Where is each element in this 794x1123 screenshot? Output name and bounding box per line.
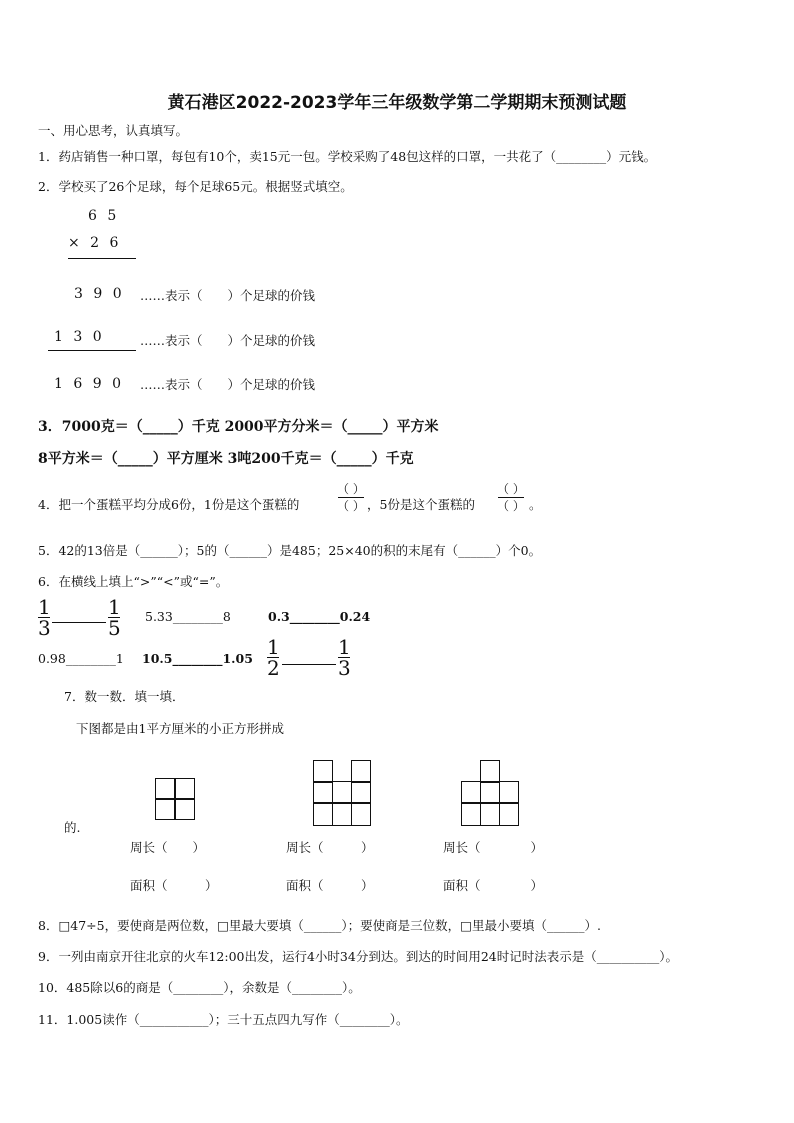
question-2: 2．学校买了26个足球，每个足球65元。根据竖式填空。 xyxy=(38,179,353,194)
area-2: 面积（ ） xyxy=(286,878,374,893)
q6-blank-1 xyxy=(52,622,106,623)
question-7-de: 的. xyxy=(64,820,81,835)
page-title: 黄石港区2022-2023学年三年级数学第二学期期末预测试题 xyxy=(167,93,627,113)
q4-fraction-1 xyxy=(337,482,365,513)
mult-row2: × 2 6 xyxy=(68,235,119,251)
question-10: 10．485除以6的商是（________），余数是（________）。 xyxy=(38,980,361,995)
q6-fraction-3-num: 1 xyxy=(267,635,280,659)
q6-fraction-2-num: 1 xyxy=(108,595,121,619)
question-6: 6．在横线上填上“>”“<”或“=”。 xyxy=(38,574,229,589)
mult-note-2: ……表示（ ）个足球的价钱 xyxy=(140,333,316,348)
mult-partial-1: 3 9 0 xyxy=(74,286,122,302)
mult-partial-2: 1 3 0 xyxy=(54,329,102,345)
q6-fraction-4 xyxy=(338,637,351,678)
q6-fraction-1-num: 1 xyxy=(38,595,51,619)
q6-item-b: 5.33________8 xyxy=(145,609,231,624)
mult-line-1 xyxy=(68,258,136,259)
question-8: 8．□47÷5，要使商是两位数，□里最大要填（______）；要使商是三位数，□里最小要填（______）. xyxy=(38,918,601,933)
question-3b: 8平方米＝（_____）平方厘米 3吨200千克＝（_____）千克 xyxy=(38,451,414,467)
question-3a: 3．7000克＝（_____）千克 2000平方分米＝（_____）平方米 xyxy=(38,419,439,435)
mult-note-3: ……表示（ ）个足球的价钱 xyxy=(140,377,316,392)
q4-fraction-2-num: （ ） xyxy=(497,482,525,496)
square-figure-3 xyxy=(461,760,519,826)
question-5: 5．42的13倍是（______）；5的（______）是485；25×40的积的末尾有（______）个0。 xyxy=(38,543,542,558)
q6-fraction-4-den: 3 xyxy=(338,656,351,680)
square-figure-1 xyxy=(155,778,195,820)
q4-fraction-2 xyxy=(497,482,525,513)
area-1: 面积（ ） xyxy=(130,878,218,893)
q6-fraction-2 xyxy=(108,597,121,638)
perimeter-2: 周长（ ） xyxy=(286,840,374,855)
mult-total: 1 6 9 0 xyxy=(54,376,121,392)
question-7-sub: 下图都是由1平方厘米的小正方形拼成 xyxy=(76,721,284,736)
q4-fraction-1-num: （ ） xyxy=(337,482,365,496)
question-4-part3: 。 xyxy=(529,497,542,512)
q6-item-c: 0.3________0.24 xyxy=(268,609,371,624)
q6-item-e: 10.5________1.05 xyxy=(142,651,253,666)
q6-fraction-3-den: 2 xyxy=(267,656,280,680)
question-1: 1．药店销售一种口罩，每包有10个，卖15元一包。学校采购了48包这样的口罩，一共花了（________）元钱。 xyxy=(38,149,657,164)
q6-fraction-1 xyxy=(38,597,51,638)
q6-blank-6 xyxy=(282,664,336,665)
section-heading: 一、用心思考，认真填写。 xyxy=(38,123,189,138)
question-11: 11．1.005读作（___________）；三十五点四九写作（________）。 xyxy=(38,1012,409,1027)
area-3: 面积（ ） xyxy=(443,878,544,893)
q6-item-d: 0.98________1 xyxy=(38,651,124,666)
q6-fraction-4-num: 1 xyxy=(338,635,351,659)
square-figure-2 xyxy=(313,760,371,826)
question-7: 7．数一数．填一填． xyxy=(64,689,185,704)
question-4-part2: ，5份是这个蛋糕的 xyxy=(367,497,475,512)
mult-row1: 6 5 xyxy=(88,208,117,224)
q4-fraction-1-den: （ ） xyxy=(337,499,365,513)
question-4-part1: 4．把一个蛋糕平均分成6份，1份是这个蛋糕的 xyxy=(38,497,300,512)
q4-fraction-2-den: （ ） xyxy=(497,499,525,513)
mult-note-1: ……表示（ ）个足球的价钱 xyxy=(140,288,316,303)
question-9: 9．一列由南京开往北京的火车12:00出发，运行4小时34分到达。到达的时间用24时记时法表示是（__________）。 xyxy=(38,949,678,964)
q6-fraction-1-den: 3 xyxy=(38,616,51,640)
perimeter-3: 周长（ ） xyxy=(443,840,544,855)
q6-fraction-3 xyxy=(267,637,280,678)
q6-fraction-2-den: 5 xyxy=(108,616,121,640)
perimeter-1: 周长（ ） xyxy=(130,840,206,855)
mult-line-2 xyxy=(48,350,136,351)
